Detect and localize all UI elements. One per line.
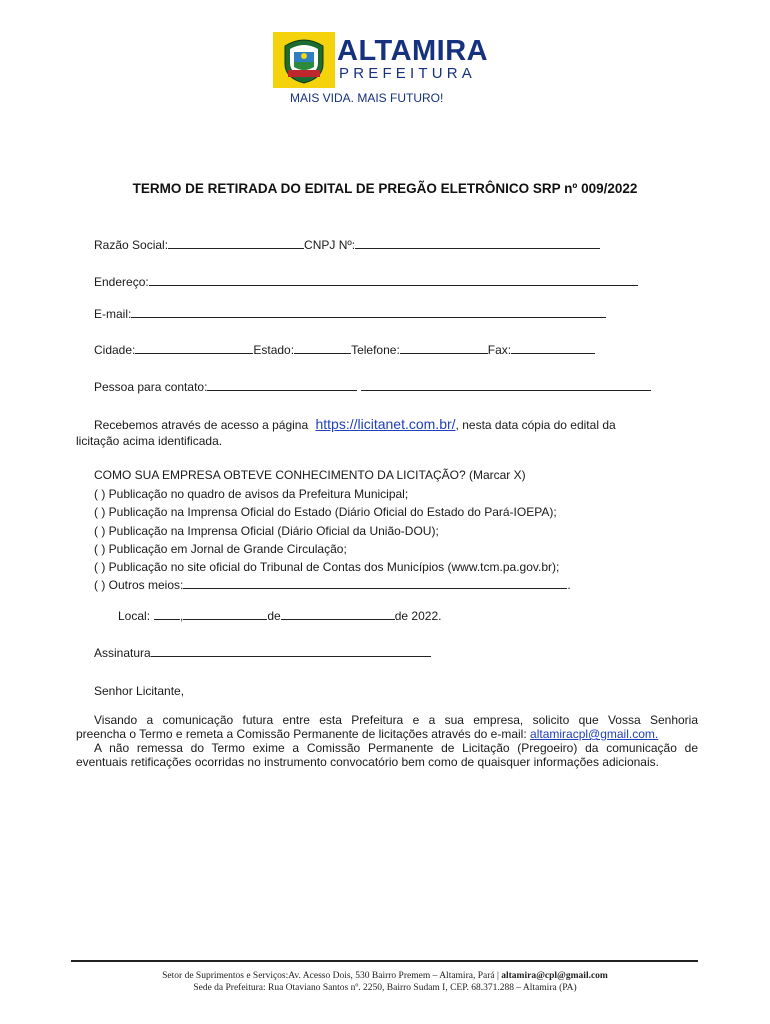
local-label: Local: [118,609,151,623]
notice-p1-line1: Visando a comunicação futura entre esta Prefeitura e a sua empresa, solicito que Vossa Senhoria [94,713,698,727]
estado-label: Estado: [253,343,295,357]
option-ioepa[interactable]: ( ) Publicação na Imprensa Oficial do Estado (Diário Oficial do Estado do Pará-IOEPA); [94,505,557,520]
notice-p2-line1: A não remessa do Termo exime a Comissão Permanente de Licitação (Pregoeiro) da comunicação de [94,741,698,755]
endereco-field[interactable] [149,274,638,286]
footer-line1 [0,970,770,982]
option-jornal[interactable]: ( ) Publicação em Jornal de Grande Circulação; [94,541,347,556]
option-outros-label: ( ) Outros meios: [94,578,184,593]
coat-of-arms-icon [282,36,326,84]
notice-paragraph [76,713,698,769]
local-date-line [118,608,441,624]
footer-address-text: Setor de Suprimentos e Serviços:Av. Acesso Dois, 530 Bairro Premem – Altamira, Pará | [162,971,499,981]
footer-divider [71,960,698,962]
estado-field[interactable] [294,342,351,354]
receipt-text-a: Recebemos através de acesso a página [94,418,309,432]
logo-slogan: MAIS VIDA. MAIS FUTURO! [290,91,444,105]
contato-field-a[interactable] [207,379,357,391]
day-field[interactable] [183,608,267,620]
fax-label: Fax: [487,343,512,357]
document-title: TERMO DE RETIRADA DO EDITAL DE PREGÃO ELETRÔNICO SRP nº 009/2022 [132,181,638,196]
telefone-label: Telefone: [351,343,400,357]
cidade-label: Cidade: [94,343,136,357]
cidade-field[interactable] [135,342,253,354]
salutation: Senhor Licitante, [94,684,185,698]
logo-subtitle: PREFEITURA [339,65,477,82]
signature-line [94,645,431,661]
email-label: E-mail: [94,307,132,321]
notice-p1-line2-text: preencha o Termo e remeta a Comissão Permanente de licitações através do e-mail: [76,727,527,741]
footer-line2: Sede da Prefeitura: Rua Otaviano Santos nº. 2250, Bairro Sudam I, CEP. 68.371.288 – Altamira (PA) [193,983,577,993]
email-field[interactable] [131,306,606,318]
option-tcm[interactable]: ( ) Publicação no site oficial do Tribunal de Contas dos Municípios (www.tcm.pa.gov.br); [94,560,560,575]
receipt-line2: licitação acima identificada. [76,434,223,448]
endereco-line [94,274,638,290]
cnpj-field[interactable] [355,237,600,249]
logo-title: ALTAMIRA [337,35,489,67]
question-options [94,485,571,595]
footer-email: altamira@cpl@gmail.com [501,971,608,981]
notice-p2-line2: eventuais retificações ocorridas no instrumento convocatório bem como de quaisquer informações adicionais. [76,755,659,769]
contato-field-b[interactable] [361,379,651,391]
contato-label: Pessoa para contato: [94,380,208,394]
local-field[interactable] [154,608,180,620]
outros-field[interactable] [183,577,567,589]
contato-line [94,379,651,395]
option-outros-end: . [567,578,571,593]
cidade-line [94,342,595,358]
fax-field[interactable] [511,342,595,354]
receipt-text-b: , nesta data cópia do edital da [455,418,616,432]
cpl-email-link[interactable]: altamiracpl@gmail.com. [530,727,659,741]
telefone-field[interactable] [400,342,488,354]
de-year-label: de 2022. [394,609,442,623]
local-comma: , [180,609,184,623]
endereco-label: Endereço: [94,275,149,289]
razao-social-field[interactable] [168,237,304,249]
signature-label: Assinatura [94,646,151,660]
licitanet-link[interactable]: https://licitanet.com.br/ [315,416,456,432]
notice-p1-line2 [76,727,698,741]
email-line [94,306,606,322]
altamira-logo [273,32,489,88]
de-label-1: de [267,609,281,623]
razao-social-label: Razão Social: [94,238,169,252]
month-field[interactable] [281,608,395,620]
option-dou[interactable]: ( ) Publicação na Imprensa Oficial (Diário Oficial da União-DOU); [94,523,439,538]
receipt-line1 [94,416,671,433]
question-heading: COMO SUA EMPRESA OBTEVE CONHECIMENTO DA LICITAÇÃO? (Marcar X) [94,468,526,482]
signature-field[interactable] [151,645,431,657]
razao-cnpj-line [94,237,600,253]
cnpj-label: CNPJ Nº: [304,238,356,252]
option-quadro-avisos[interactable]: ( ) Publicação no quadro de avisos da Prefeitura Municipal; [94,487,409,501]
option-outros[interactable] [94,576,571,594]
